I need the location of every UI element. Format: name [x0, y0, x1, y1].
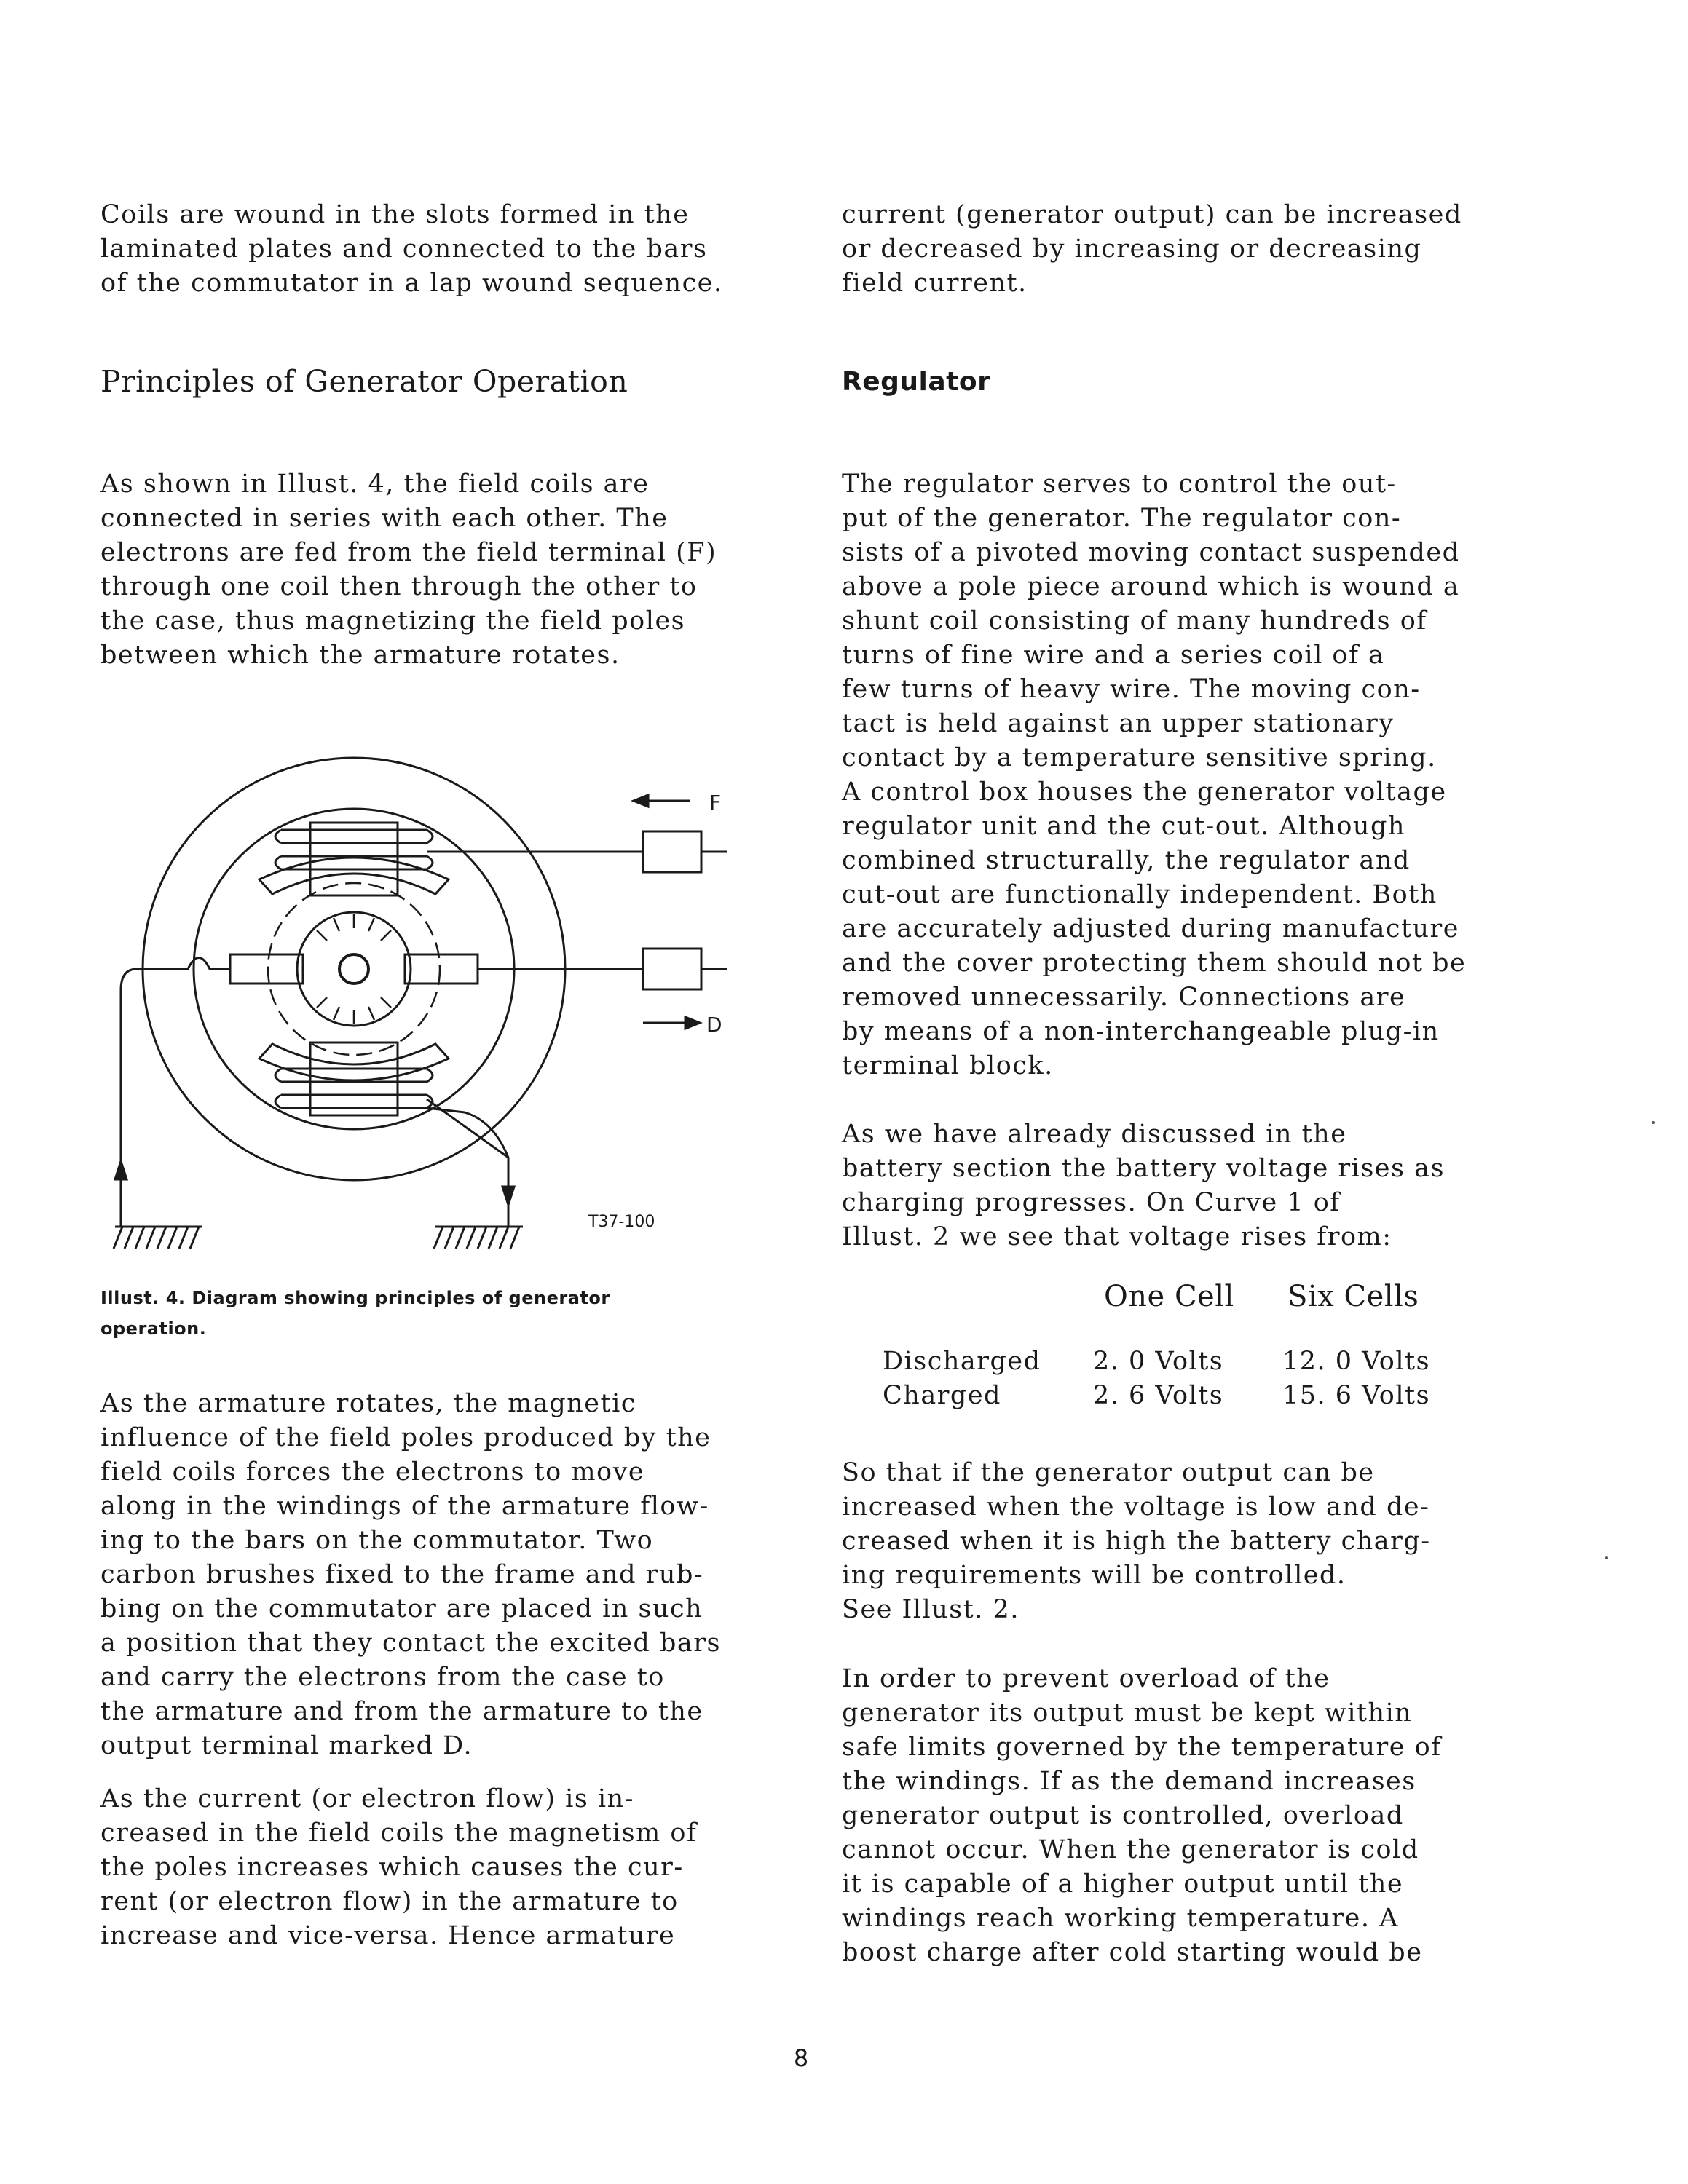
- field-terminal: [643, 831, 701, 872]
- commutator-segments: [317, 914, 391, 1024]
- ground-symbol-left: [114, 1227, 202, 1249]
- table-cell: 12. 0 Volts: [1282, 1347, 1431, 1376]
- lower-pole-shoe: [259, 1044, 449, 1080]
- table-cell: 2. 0 Volts: [1093, 1347, 1224, 1376]
- brush-left: [230, 954, 303, 984]
- figure-code: T37-100: [588, 1213, 655, 1231]
- table-row-label: Discharged: [883, 1347, 1041, 1376]
- paragraph-overload: In order to prevent overload of the generator its output must be kept within safe limits governed by the temperature of the windings. If as the demand increases generator output is controlled, overload cannot occur. When the generator is cold it is capable of a higher output until the windings reach working temperature. A boost charge after cold starting would be: [842, 1664, 1442, 1967]
- shaft: [339, 954, 368, 984]
- section-heading-principles: Principles of Generator Operation: [100, 364, 628, 399]
- paragraph-battery: As we have already discussed in the battery section the battery voltage rises as charging progresses. On Curve 1 of Illust. 2 we see that voltage rises from:: [842, 1120, 1445, 1251]
- upper-pole-shoe: [259, 858, 449, 894]
- left-ground-wire: [121, 958, 230, 1227]
- armature-outline: [268, 883, 440, 1055]
- upper-field-coil: [275, 830, 433, 869]
- table-header-one-cell: One Cell: [1104, 1280, 1234, 1313]
- ground-symbol-right: [434, 1227, 523, 1249]
- table-header-six-cells: Six Cells: [1287, 1280, 1419, 1313]
- brush-right: [405, 954, 478, 984]
- label-f: F: [709, 791, 722, 815]
- section-heading-regulator: Regulator: [842, 367, 991, 397]
- table-cell: 2. 6 Volts: [1093, 1381, 1224, 1410]
- paragraph-current: As the current (or electron flow) is in- creased in the field coils the magnetism of the poles increases which causes the cur- rent (or electron flow) in the armature to increase and vice-versa. Hence armature: [100, 1784, 698, 1950]
- scan-speck: [1652, 1121, 1655, 1124]
- generator-diagram: [100, 750, 770, 1259]
- paragraph-field-coils: As shown in Illust. 4, the field coils are connected in series with each other. The electrons are fed from the field terminal (F) through one coil then through the other to the case, thus magnetizing the field poles between which the armature rotates.: [100, 470, 717, 670]
- page-number: 8: [793, 2044, 809, 2072]
- commutator: [297, 912, 411, 1026]
- paragraph-regulator: The regulator serves to control the out- put of the generator. The regulator con- sists of a pivoted moving contact suspended above a pole piece around which is wound a shunt coil consisting of many hundreds of turns of fine wire and a series coil of a few turns of heavy wire. The moving con- tact is held against an upper stationary contact by a temperature sensitive spring. A control box houses the generator voltage regulator unit and the cut-out. Although combined structurally, the regulator and cut-out are functionally independent. Both are accurately adjusted during manufacture and the cover protecting them should not be removed unnecessarily. Connections are by means of a non-interchangeable plug-in terminal block.: [842, 470, 1467, 1080]
- paragraph-armature: As the armature rotates, the magnetic influence of the field poles produced by the field coils forces the electrons to move along in the windings of the armature flow- ing to the bars on the commutator. Two carbon brushes fixed to the frame and rub- bing on the commutator are placed in such a position that they contact the excited bars and carry the electrons from the case to the armature and from the armature to the output terminal marked D.: [100, 1389, 721, 1760]
- arrow-d: [643, 1017, 700, 1029]
- table-row-label: Charged: [883, 1381, 1001, 1410]
- paragraph-so-that: So that if the generator output can be increased when the voltage is low and de- creased when it is high the battery charg- ing requirements will be controlled. See Illust. 2.: [842, 1458, 1431, 1624]
- arrow-down: [502, 1158, 514, 1205]
- output-terminal: [643, 949, 701, 989]
- paragraph-continued: current (generator output) can be increased or decreased by increasing or decreasing field current.: [842, 200, 1462, 298]
- scan-speck: [1605, 1556, 1608, 1559]
- label-d: D: [706, 1013, 722, 1037]
- figure-caption: Illust. 4. Diagram showing principles of generator operation.: [100, 1288, 610, 1339]
- arrow-f: [634, 795, 690, 807]
- paragraph-coils: Coils are wound in the slots formed in the laminated plates and connected to the bars of the commutator in a lap wound sequence.: [100, 200, 723, 298]
- table-cell: 15. 6 Volts: [1282, 1381, 1431, 1410]
- lower-field-coil: [275, 1069, 433, 1108]
